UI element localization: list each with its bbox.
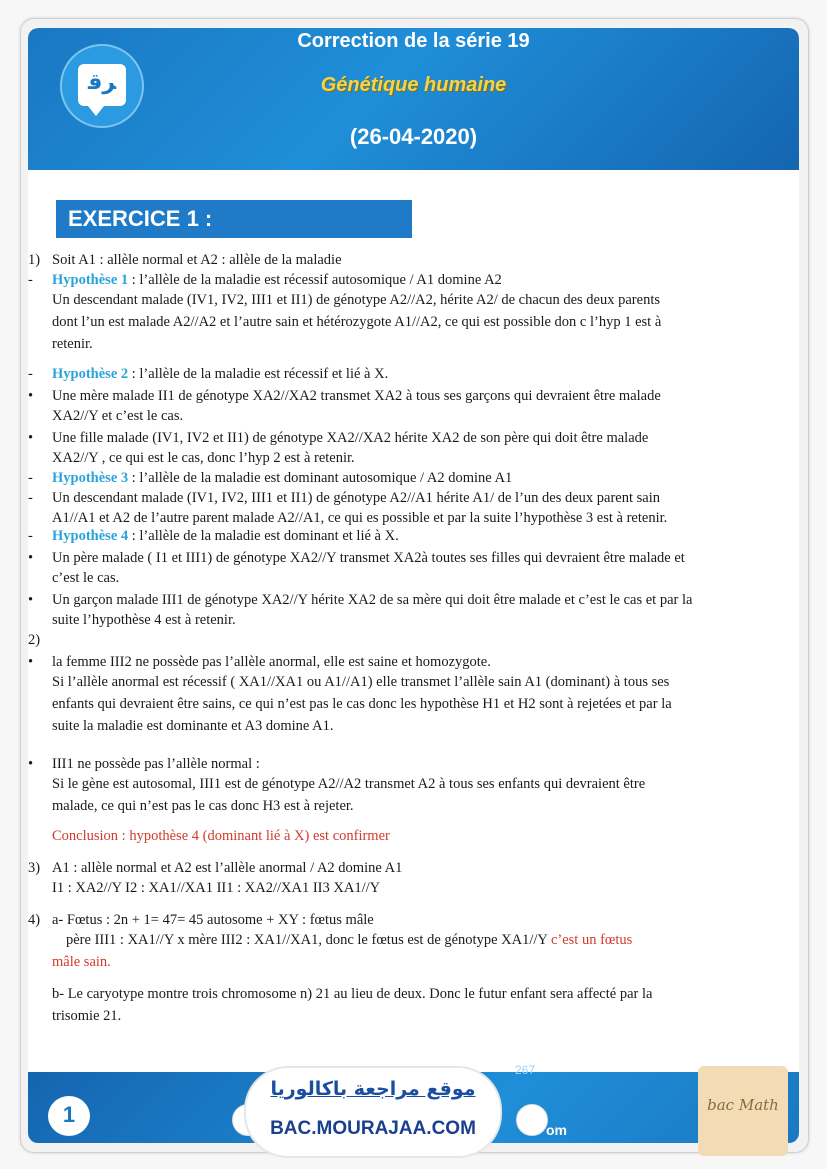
ad-arabic-title[interactable]: موقع مراجعة باكالوريا bbox=[270, 1078, 476, 1100]
footer-partial-number: 267 bbox=[515, 1063, 536, 1077]
footer-partial-text: om bbox=[546, 1122, 567, 1138]
hypothesis-label: Hypothèse 3 bbox=[52, 470, 129, 486]
chat-bubble-icon: ﺮﻗ bbox=[78, 64, 126, 106]
exercise-banner bbox=[56, 200, 412, 238]
document-page: ﺮﻗ Correction de la série 19 Génétique humaine (26-04-2020) EXERCICE 1 : 1) Soit A1 : allèle normal et A2 : allèle de la maladie - Hypothèse 1 : l’allèle de la maladie est récessif autosomique / A1 domine A2 Un descendant malade (IV1, IV2, III1 et II1) de génotype A2//A2, hérite A2/ de chacun des deux parents dont l’un est malade A2//A2 et l’autre sain et hétérozygote A1//A2, ce qui est possible don c l’hyp 1 est à retenir. - Hypothèse 2 : l’allèle de la maladie est récessif et lié à X. • Une mère malade II1 de génotype XA2//XA2 transmet XA2 à tous ses garçons qui devraient être malade XA2//Y et c’est le cas. • Une fille malade (IV1, IV2 et II1) de génotype XA2//XA2 hérite XA2 de son père qui doit être malade XA2//Y , ce qui est le cas, donc l’hyp 2 est à retenir. - Hypothèse 3 : l’allèle de la maladie est dominant autosomique / A2 domine A1 - Un descendant malade (IV1, IV2, III1 et II1) de génotype A2//A1 hérite A1/ de l’un des deux parent sain A1//A1 et A2 de l’autre parent malade A2//A1, ce qui es possible et par la suite l’hypothèse 3 est à retenir. - Hypothèse 4 : l’allèle de la maladie est dominant et lié à X. • Un père malade ( I1 et III1) de génotype XA2//Y transmet XA2à toutes ses filles qui devraient être malade et c’est le cas. • Un garçon malade III1 de génotype XA2//Y hérite XA2 de sa mère qui doit être malade et c’est le cas et par la suite l’hypothèse 4 est à retenir. 2) • la femme III2 ne possède pas l’allèle anormal, elle est saine et homozygote. Si l’allèle anormal est récessif ( XA1//XA1 ou A1//A1) elle transmet l’allèle sain A1 (dominant) à tous ses enfants qui devraient être sains, ce qui n’est pas le cas donc les hypothèse H1 et H2 sont à rejetées et par la suite la maladie est dominante et A3 domine A1. • III1 ne possède pas l’allèle normal : Si le gène est autosomal, III1 est de génotype A2//A2 transmet A2 à tous ses enfants qui devraient être malade, ce qui n’est pas le cas donc H3 est à rejeter. Conclusion : hypothèse 4 (dominant lié à X) est confirmer 3) A1 : allèle normal et A2 est l’allèle anormal / A2 domine A1 I1 : XA2//Y I2 : XA1//XA1 II1 : XA2//XA1 II3 XA1//Y 4) a- Fœtus : 2n + 1= 47= 45 autosome + XY : fœtus mâle père III1 : XA1//Y x mère III2 : XA1//XA1, donc le fœtus est de génotype XA1//Y c’est un fœtus mâle sain. b- Le caryotype montre trois chromosome n) 21 au lieu de deux. Donc le futur enfant sera affecté par la trisomie 21. 1 bbox=[28, 28, 799, 1143]
hypothesis-label: Hypothèse 4 bbox=[52, 528, 129, 544]
ad-url-link[interactable]: BAC.MOURAJAA.COM bbox=[270, 1118, 476, 1139]
document-subtitle: Génétique humaine bbox=[320, 74, 507, 96]
partner-logo-right bbox=[516, 1104, 548, 1136]
hypothesis-label: Hypothèse 2 bbox=[52, 366, 129, 382]
page-number-badge: 1 bbox=[48, 1096, 90, 1136]
document-title: Correction de la série 19 bbox=[297, 30, 530, 52]
hypothesis-label: Hypothèse 1 bbox=[52, 272, 129, 288]
bac-math-logo: bac Math bbox=[698, 1066, 788, 1156]
header-banner bbox=[28, 28, 799, 170]
exercise-label: EXERCICE 1 : bbox=[68, 206, 213, 231]
bac-mourajaa-ad[interactable] bbox=[244, 1066, 502, 1158]
document-date: (26-04-2020) bbox=[349, 124, 478, 149]
